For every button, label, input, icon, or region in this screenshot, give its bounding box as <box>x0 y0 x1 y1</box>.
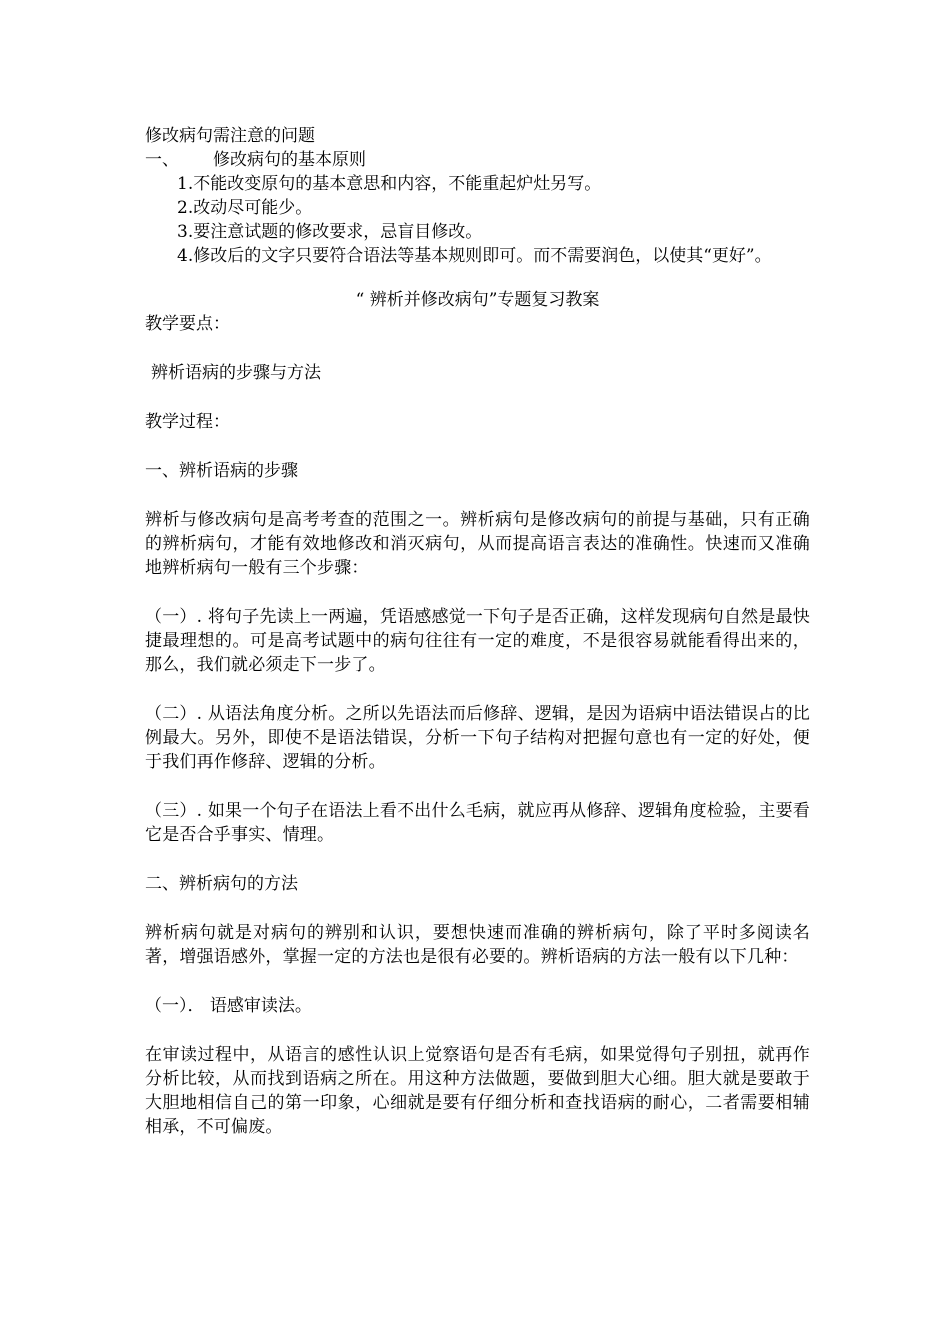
section1-step1: （一）. 将句子先读上一两遍，凭语感感觉一下句子是否正确，这样发现病句自然是最快捷最理想的。可是高考试题中的病句往往有一定的难度，不是很容易就能看得出来的，那么，我们就必须走下一步了。 <box>145 607 810 675</box>
principle-item-4: 4.修改后的文字只要符合语法等基本规则即可。而不需要润色，以使其“更好”。 <box>177 246 772 266</box>
section1-intro: 辨析与修改病句是高考考查的范围之一。辨析病句是修改病句的前提与基础，只有正确的辨析病句，才能有效地修改和消灭病句，从而提高语言表达的准确性。快速而又准确地辨析病句一般有三个步骤： <box>145 510 810 578</box>
process-label: 教学过程： <box>145 412 230 432</box>
document-title: 修改病句需注意的问题 <box>145 126 315 146</box>
principle-item-2: 2.改动尽可能少。 <box>177 198 313 218</box>
principles-number: 一、 <box>145 150 179 170</box>
section1-step3: （三）. 如果一个句子在语法上看不出什么毛病，就应再从修辞、逻辑角度检验，主要看它是否合乎事实、情理。 <box>145 801 810 845</box>
method1-body: 在审读过程中，从语言的感性认识上觉察语句是否有毛病，如果觉得句子别扭，就再作分析比较，从而找到语病之所在。用这种方法做题，要做到胆大心细。胆大就是要敢于大胆地相信自己的第一印象，心细就是要有仔细分析和查找语病的耐心，二者需要相辅相承，不可偏废。 <box>145 1045 810 1137</box>
section2-heading: 二、辨析病句的方法 <box>145 874 298 894</box>
document-page <box>145 124 810 1139</box>
key-points-label: 教学要点： <box>145 314 230 334</box>
principle-item-3: 3.要注意试题的修改要求，忌盲目修改。 <box>177 222 483 242</box>
principles-heading <box>145 148 810 172</box>
lesson-title: “ 辨析并修改病句”专题复习教案 <box>355 290 600 310</box>
section1-step2: （二）. 从语法角度分析。之所以先语法而后修辞、逻辑，是因为语病中语法错误占的比例最大。另外，即使不是语法错误，分析一下句子结构对把握句意也有一定的好处，便于我们再作修辞、逻辑的分析。 <box>145 704 810 772</box>
key-points-text: 辨析语病的步骤与方法 <box>151 363 321 383</box>
section2-intro: 辨析病句就是对病句的辨别和认识，要想快速而准确的辨析病句，除了平时多阅读名著，增强语感外，掌握一定的方法也是很有必要的。辨析语病的方法一般有以下几种： <box>145 923 810 967</box>
principle-item-1: 1.不能改变原句的基本意思和内容，不能重起炉灶另写。 <box>177 174 602 194</box>
method1-heading: （一）． 语感审读法。 <box>145 996 312 1016</box>
principles-heading-text: 修改病句的基本原则 <box>213 150 366 170</box>
section1-heading: 一、辨析语病的步骤 <box>145 461 298 481</box>
